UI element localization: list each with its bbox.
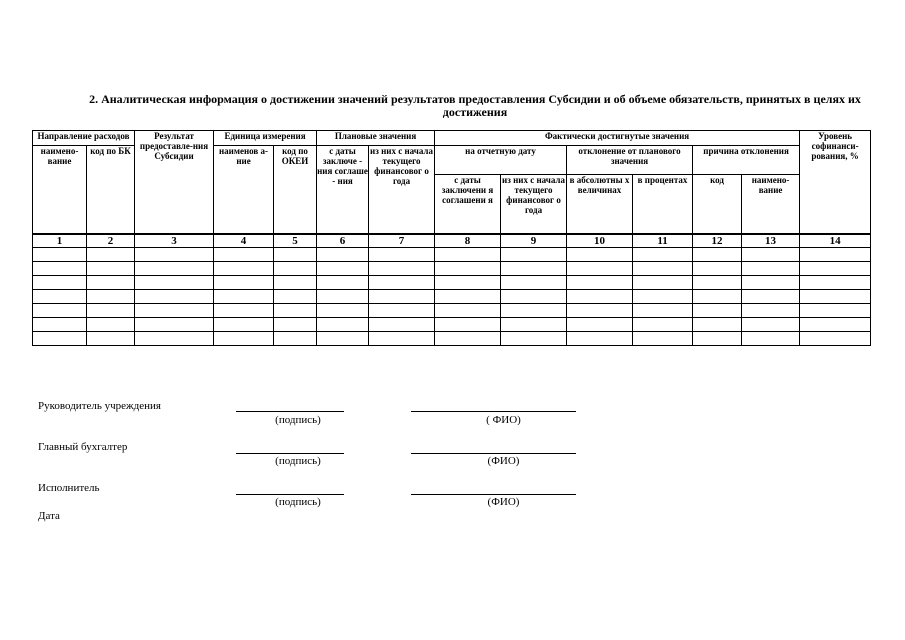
- header-reason-name: наимено-вание: [742, 175, 800, 235]
- table-cell[interactable]: [501, 332, 567, 346]
- table-cell[interactable]: [633, 332, 693, 346]
- table-cell[interactable]: [693, 276, 742, 290]
- table-cell[interactable]: [369, 318, 435, 332]
- table-cell[interactable]: [435, 290, 501, 304]
- table-cell[interactable]: [633, 290, 693, 304]
- table-cell[interactable]: [274, 332, 317, 346]
- table-cell[interactable]: [135, 262, 214, 276]
- table-cell[interactable]: [742, 304, 800, 318]
- table-cell[interactable]: [501, 276, 567, 290]
- head-sign-caption: (подпись): [275, 414, 321, 426]
- table-cell[interactable]: [87, 276, 135, 290]
- executor-fio-line[interactable]: [411, 494, 576, 495]
- table-cell[interactable]: [800, 290, 871, 304]
- table-cell[interactable]: [693, 332, 742, 346]
- table-cell[interactable]: [800, 318, 871, 332]
- table-cell[interactable]: [33, 332, 87, 346]
- table-cell[interactable]: [567, 332, 633, 346]
- header-result: Результат предоставле-ния Субсидии: [135, 131, 214, 235]
- table-cell[interactable]: [369, 290, 435, 304]
- table-cell[interactable]: [369, 248, 435, 262]
- table-cell[interactable]: [317, 332, 369, 346]
- table-cell[interactable]: [33, 318, 87, 332]
- table-cell[interactable]: [633, 318, 693, 332]
- header-abs: в абсолютны х величинах: [567, 175, 633, 235]
- column-number: 13: [742, 234, 800, 248]
- accountant-label: Главный бухгалтер: [38, 441, 128, 453]
- table-cell[interactable]: [742, 290, 800, 304]
- accountant-fio-caption: (ФИО): [487, 455, 520, 467]
- table-cell[interactable]: [435, 248, 501, 262]
- table-cell[interactable]: [742, 332, 800, 346]
- column-number: 12: [693, 234, 742, 248]
- column-number: 8: [435, 234, 501, 248]
- table-body: [33, 248, 871, 346]
- table-cell[interactable]: [435, 304, 501, 318]
- table-cell[interactable]: [369, 332, 435, 346]
- header-fact-year: из них с начала текущего финансовог о года: [501, 175, 567, 235]
- header-code: код: [693, 175, 742, 235]
- table-cell[interactable]: [435, 332, 501, 346]
- table-cell[interactable]: [800, 304, 871, 318]
- table-cell[interactable]: [33, 248, 87, 262]
- table-cell[interactable]: [567, 318, 633, 332]
- table-cell[interactable]: [214, 276, 274, 290]
- column-number: 5: [274, 234, 317, 248]
- table-cell[interactable]: [135, 332, 214, 346]
- table-cell[interactable]: [274, 290, 317, 304]
- table-row: [33, 304, 871, 318]
- table-cell[interactable]: [800, 276, 871, 290]
- table-cell[interactable]: [214, 262, 274, 276]
- table-cell[interactable]: [317, 304, 369, 318]
- header-report-date: на отчетную дату: [435, 146, 567, 175]
- table-cell[interactable]: [87, 304, 135, 318]
- table-cell[interactable]: [435, 276, 501, 290]
- column-number: 2: [87, 234, 135, 248]
- header-name: наимено-вание: [33, 146, 87, 235]
- table-cell[interactable]: [369, 304, 435, 318]
- table-row: [33, 276, 871, 290]
- table-cell[interactable]: [742, 276, 800, 290]
- table-cell[interactable]: [33, 304, 87, 318]
- header-unit: Единица измерения: [214, 131, 317, 146]
- page-title: 2. Аналитическая информация о достижении значений результатов предоставления Субсидии и об объеме обязательств, принятых в целях их достижения: [89, 92, 861, 119]
- table-cell[interactable]: [274, 276, 317, 290]
- table-row: [33, 290, 871, 304]
- table-cell[interactable]: [369, 262, 435, 276]
- column-number: 7: [369, 234, 435, 248]
- table-cell[interactable]: [567, 304, 633, 318]
- column-number: 3: [135, 234, 214, 248]
- column-number-row: [33, 234, 871, 248]
- analytics-table: [32, 130, 871, 346]
- column-number: 9: [501, 234, 567, 248]
- head-fio-line[interactable]: [411, 411, 576, 412]
- table-cell[interactable]: [693, 248, 742, 262]
- table-cell[interactable]: [800, 332, 871, 346]
- header-unit-name: наименов а-ние: [214, 146, 274, 235]
- table-cell[interactable]: [369, 276, 435, 290]
- table-cell[interactable]: [567, 290, 633, 304]
- header-plan: Плановые значения: [317, 131, 435, 146]
- table-cell[interactable]: [693, 304, 742, 318]
- head-label: Руководитель учреждения: [38, 400, 161, 412]
- accountant-fio-line[interactable]: [411, 453, 576, 454]
- table-cell[interactable]: [435, 262, 501, 276]
- header-cofinancing: Уровень софинанси-рования, %: [800, 131, 871, 235]
- header-okei: код по ОКЕИ: [274, 146, 317, 235]
- table-cell[interactable]: [87, 318, 135, 332]
- column-number: 14: [800, 234, 871, 248]
- table-cell[interactable]: [274, 248, 317, 262]
- table-cell[interactable]: [567, 276, 633, 290]
- head-sign-line[interactable]: [236, 411, 344, 412]
- table-cell[interactable]: [501, 262, 567, 276]
- table-cell[interactable]: [214, 248, 274, 262]
- executor-label: Исполнитель: [38, 482, 100, 494]
- header-pct: в процентах: [633, 175, 693, 235]
- accountant-sign-line[interactable]: [236, 453, 344, 454]
- table-cell[interactable]: [693, 262, 742, 276]
- table-cell[interactable]: [317, 262, 369, 276]
- table-cell[interactable]: [214, 318, 274, 332]
- executor-sign-line[interactable]: [236, 494, 344, 495]
- table-cell[interactable]: [567, 248, 633, 262]
- table-cell[interactable]: [633, 276, 693, 290]
- column-number: 6: [317, 234, 369, 248]
- table-cell[interactable]: [274, 262, 317, 276]
- header-fact: Фактически достигнутые значения: [435, 131, 800, 146]
- table-cell[interactable]: [501, 248, 567, 262]
- table-cell[interactable]: [501, 304, 567, 318]
- table-cell[interactable]: [214, 304, 274, 318]
- executor-sign-caption: (подпись): [275, 496, 321, 508]
- table-cell[interactable]: [87, 262, 135, 276]
- table-row: [33, 318, 871, 332]
- header-direction: Направление расходов: [33, 131, 135, 146]
- table-cell[interactable]: [274, 304, 317, 318]
- table-cell[interactable]: [501, 318, 567, 332]
- table-cell[interactable]: [633, 304, 693, 318]
- table-cell[interactable]: [135, 318, 214, 332]
- header-deviation: отклонение от планового значения: [567, 146, 693, 175]
- table-cell[interactable]: [135, 304, 214, 318]
- table-cell[interactable]: [567, 262, 633, 276]
- table-cell[interactable]: [135, 248, 214, 262]
- table-cell[interactable]: [742, 262, 800, 276]
- table-row: [33, 262, 871, 276]
- table-cell[interactable]: [317, 290, 369, 304]
- column-number: 10: [567, 234, 633, 248]
- head-fio-caption: ( ФИО): [486, 414, 521, 426]
- header-plan-date: с даты заключе - ния соглаше - ния: [317, 146, 369, 235]
- column-number: 1: [33, 234, 87, 248]
- table-cell[interactable]: [633, 248, 693, 262]
- table-cell[interactable]: [800, 262, 871, 276]
- column-number: 4: [214, 234, 274, 248]
- table-cell[interactable]: [317, 318, 369, 332]
- table-cell[interactable]: [742, 318, 800, 332]
- header-fact-date: с даты заключени я соглашени я: [435, 175, 501, 235]
- table-cell[interactable]: [274, 318, 317, 332]
- table-cell[interactable]: [135, 276, 214, 290]
- table-cell[interactable]: [317, 276, 369, 290]
- table-cell[interactable]: [135, 290, 214, 304]
- table-cell[interactable]: [742, 248, 800, 262]
- header-plan-year: из них с начала текущего финансовог о года: [369, 146, 435, 235]
- table-cell[interactable]: [317, 248, 369, 262]
- table-cell[interactable]: [87, 248, 135, 262]
- header-reason: причина отклонения: [693, 146, 800, 175]
- table-cell[interactable]: [87, 332, 135, 346]
- table-cell[interactable]: [214, 290, 274, 304]
- table-cell[interactable]: [87, 290, 135, 304]
- date-label: Дата: [38, 510, 60, 522]
- table-cell[interactable]: [33, 276, 87, 290]
- header-bk-code: код по БК: [87, 146, 135, 235]
- table-cell[interactable]: [633, 262, 693, 276]
- executor-fio-caption: (ФИО): [487, 496, 520, 508]
- table-cell[interactable]: [693, 318, 742, 332]
- table-cell[interactable]: [214, 332, 274, 346]
- table-cell[interactable]: [33, 290, 87, 304]
- table-row: [33, 248, 871, 262]
- table-cell[interactable]: [435, 318, 501, 332]
- table-row: [33, 332, 871, 346]
- table-cell[interactable]: [800, 248, 871, 262]
- table-cell[interactable]: [33, 262, 87, 276]
- column-number: 11: [633, 234, 693, 248]
- table-cell[interactable]: [501, 290, 567, 304]
- table-cell[interactable]: [693, 290, 742, 304]
- accountant-sign-caption: (подпись): [275, 455, 321, 467]
